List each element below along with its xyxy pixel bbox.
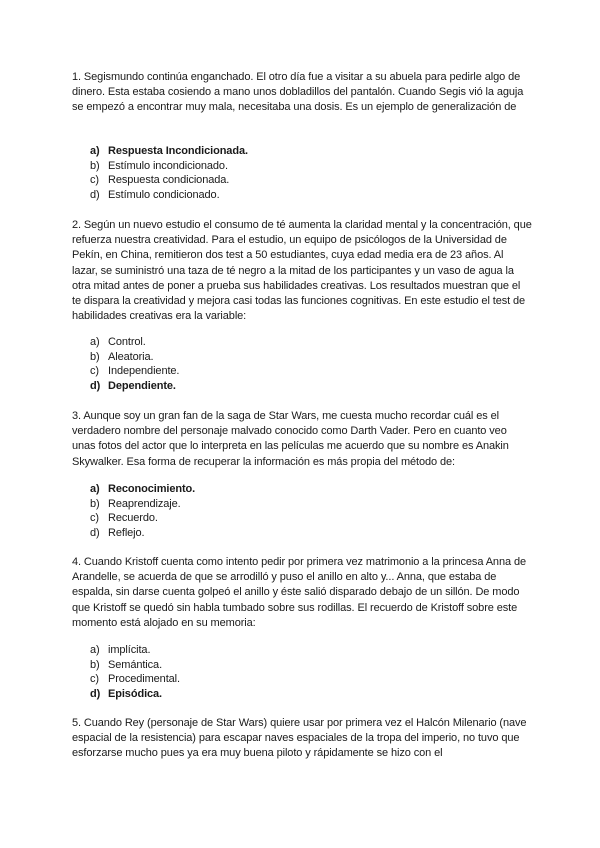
question-text: 2. Según un nuevo estudio el consumo de té aumenta la claridad mental y la concentración, que refuerza nuestra creatividad. Para el estudio, un equipo de psicólogos de la Universidad de Pekín, en China, remitieron dos test a 50 estudiantes, cuya edad media era de 23 años. Al lazar, se suministró una taza de té negro a la mitad de los participantes y un vaso de agua la otra mitad antes de poner a prueba sus habilidades creativas. Los resultados muestran que el te dispara la creatividad y mejora casi todas las funciones cognitivas. En este estudio el test de habilidades creativas era la variable:	[72, 219, 532, 323]
question-5	[72, 716, 532, 762]
option-letter: a)	[90, 336, 100, 348]
option-b	[90, 658, 490, 673]
option-letter: a)	[90, 644, 100, 656]
option-text: Semántica.	[108, 658, 163, 671]
option-letter: b)	[90, 159, 100, 172]
option-text: Estímulo condicionado.	[108, 188, 220, 201]
option-letter: d)	[90, 687, 101, 700]
option-text: Control.	[108, 336, 146, 348]
option-text: Independiente.	[108, 365, 180, 378]
option-text: Dependiente.	[108, 379, 176, 392]
option-letter: c)	[90, 365, 99, 378]
option-text: implícita.	[108, 644, 151, 656]
question-1	[72, 70, 532, 116]
option-a	[90, 144, 490, 159]
option-text: Respuesta condicionada.	[108, 174, 230, 187]
option-letter: c)	[90, 673, 99, 686]
question-4	[72, 555, 532, 631]
option-text: Respuesta Incondicionada.	[108, 145, 248, 157]
option-a	[90, 482, 490, 497]
option-b	[90, 497, 490, 512]
option-letter: d)	[90, 188, 100, 201]
question-text: 1. Segismundo continúa enganchado. El otro día fue a visitar a su abuela para pedirle algo de dinero. Esta estaba cosiendo a mano unos dobladillos del pantalón. Cuando Segis vió la aguja se empezó a encontrar muy mala, necesitaba una dosis. Es un ejemplo de generalización de	[72, 71, 524, 114]
answer-options-3	[90, 482, 490, 540]
option-letter: b)	[90, 350, 100, 363]
option-text: Procedimental.	[108, 673, 180, 686]
question-text: 4. Cuando Kristoff cuenta como intento pedir por primera vez matrimonio a la princesa Anna de Arandelle, se acuerda de que se arrodilló y puso el anillo en alto y... Anna, que estaba de espalda, sin darse cuenta golpeó el anillo y éste salió disparado debajo de un sillón. De modo que Kristoff se quedó sin habla tumbado sobre sus rodillas. El recuerdo de Kristoff sobre este momento está alojado en su memoria:	[72, 556, 526, 629]
option-letter: d)	[90, 379, 101, 392]
answer-options-2	[90, 335, 490, 393]
option-b	[90, 159, 490, 174]
option-text: Reflejo.	[108, 526, 145, 539]
answer-options-1	[90, 144, 490, 202]
option-letter: b)	[90, 658, 100, 671]
option-text: Estímulo incondicionado.	[108, 159, 228, 172]
option-letter: b)	[90, 497, 100, 510]
option-c	[90, 511, 490, 526]
option-text: Episódica.	[108, 687, 163, 700]
option-text: Aleatoria.	[108, 350, 154, 363]
option-d	[90, 687, 490, 702]
option-d	[90, 188, 490, 203]
answer-options-4	[90, 643, 490, 701]
option-c	[90, 672, 490, 687]
option-c	[90, 364, 490, 379]
option-text: Reconocimiento.	[108, 483, 196, 495]
option-letter: c)	[90, 174, 99, 187]
option-b	[90, 350, 490, 365]
question-3	[72, 409, 532, 470]
option-d	[90, 379, 490, 394]
option-letter: d)	[90, 526, 100, 539]
option-letter: a)	[90, 145, 100, 157]
option-d	[90, 526, 490, 541]
question-2	[72, 218, 532, 324]
question-text: 5. Cuando Rey (personaje de Star Wars) quiere usar por primera vez el Halcón Milenario (nave espacial de la resistencia) para escapar naves espaciales de la tropa del imperio, no tuvo que esforzarse mucho pues ya era muy buena piloto y rápidamente se hizo con el	[72, 717, 527, 760]
option-c	[90, 173, 490, 188]
option-a	[90, 643, 490, 658]
question-text: 3. Aunque soy un gran fan de la saga de Star Wars, me cuesta mucho recordar cuál es el verdadero nombre del personaje malvado conocido como Darth Vader. Pero en cuanto veo unas fotos del actor que lo interpreta en las películas me acuerdo que su nombre es Anakin Skywalker. Esa forma de recuperar la información es más propia del método de:	[72, 410, 509, 468]
option-a	[90, 335, 490, 350]
option-text: Reaprendizaje.	[108, 497, 181, 510]
option-text: Recuerdo.	[108, 512, 158, 525]
option-letter: a)	[90, 483, 100, 495]
option-letter: c)	[90, 512, 99, 525]
